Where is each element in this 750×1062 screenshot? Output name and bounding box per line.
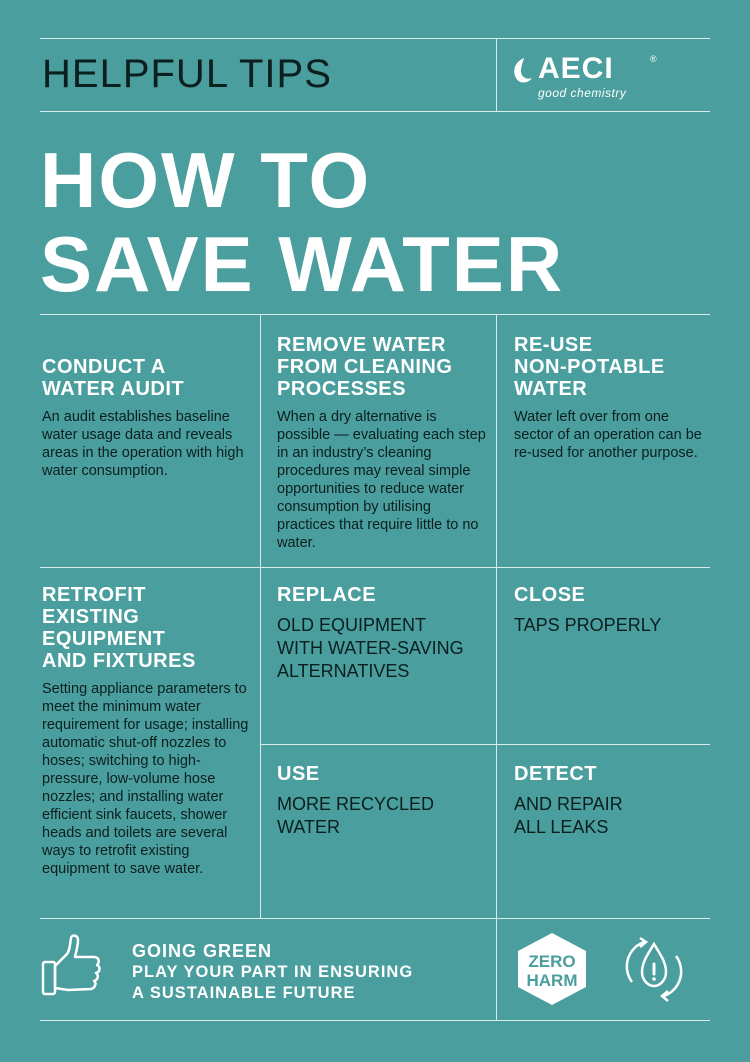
heading-line: PROCESSES	[277, 378, 406, 400]
tip-body: Setting appliance parameters to meet the minimum water requirement for usage; installing automatic shut-off nozzles to hoses; switching to high-pressure, low-volume hose nozzles; and installing water efficient sink faucets, shower heads and toilets are several ways to retrofit existing equipment to save water.	[42, 681, 249, 877]
body-line: WATER	[277, 817, 340, 837]
tip-heading: USE	[277, 763, 320, 785]
tip-body: An audit establishes baseline water usage data and reveals areas in the operation with high water consumption.	[42, 409, 244, 479]
tip-retrofit	[42, 584, 254, 878]
water-cycle-icon	[614, 930, 694, 1008]
header-tag: HELPFUL TIPS	[42, 52, 332, 96]
logo-tagline: good chemistry	[538, 86, 627, 100]
tip-replace	[277, 584, 489, 683]
tip-heading	[42, 356, 254, 400]
tip-heading: DETECT	[514, 763, 597, 785]
tip-heading: REPLACE	[277, 584, 377, 606]
logo-registered-mark: ®	[650, 54, 657, 64]
heading-line: FROM CLEANING	[277, 356, 453, 378]
tip-body	[514, 793, 704, 839]
page-title	[40, 138, 564, 306]
body-line: WITH WATER-SAVING	[277, 638, 464, 658]
tip-body: Water left over from one sector of an operation can be re-used for another purpose.	[514, 409, 702, 461]
tip-heading: CLOSE	[514, 584, 586, 606]
title-line-1: HOW TO	[40, 136, 372, 224]
tip-heading	[42, 584, 254, 672]
tip-water-audit	[42, 356, 254, 480]
rule-grid-top	[40, 314, 710, 315]
footer-line-1: PLAY YOUR PART IN ENSURING	[132, 963, 414, 981]
heading-line: RE-USE	[514, 334, 593, 356]
tip-heading	[277, 334, 489, 400]
body-line: TAPS PROPERLY	[514, 615, 662, 635]
rule-col-1	[260, 314, 261, 918]
tip-remove-water	[277, 334, 489, 552]
body-line: MORE RECYCLED	[277, 794, 435, 814]
rule-footer-bottom	[40, 1020, 710, 1021]
heading-line: CONDUCT A	[42, 356, 166, 378]
body-line: AND REPAIR	[514, 794, 623, 814]
rule-grid-mid	[40, 567, 710, 568]
footer-message	[132, 940, 413, 1004]
thumbs-up-icon	[40, 932, 104, 998]
tip-heading	[514, 334, 704, 400]
tip-use	[277, 763, 489, 839]
body-line: ALTERNATIVES	[277, 661, 410, 681]
heading-line: NON-POTABLE	[514, 356, 665, 378]
aeci-logo	[510, 52, 660, 102]
footer-line-2: A SUSTAINABLE FUTURE	[132, 984, 356, 1002]
heading-line: REMOVE WATER	[277, 334, 446, 356]
title-line-2: SAVE WATER	[40, 220, 565, 308]
tip-body	[277, 793, 489, 839]
body-line: ALL LEAKS	[514, 817, 609, 837]
heading-line: EQUIPMENT	[42, 628, 166, 650]
tip-body	[514, 614, 704, 637]
rule-header-divider	[496, 38, 497, 112]
heading-line: RETROFIT	[42, 584, 146, 606]
badge-line-2: HARM	[526, 971, 578, 990]
heading-line: WATER AUDIT	[42, 378, 185, 400]
tip-reuse-water	[514, 334, 704, 462]
tip-detect	[514, 763, 704, 839]
body-line: OLD EQUIPMENT	[277, 615, 427, 635]
zero-harm-badge	[512, 930, 592, 1008]
logo-wordmark: AECI	[538, 52, 614, 85]
tip-body	[277, 614, 489, 683]
rule-header-bottom	[40, 111, 710, 112]
footer-title: GOING GREEN	[132, 941, 273, 961]
rule-top	[40, 38, 710, 39]
rule-grid-bottom	[40, 918, 710, 919]
tip-body: When a dry alternative is possible — evaluating each step in an industry’s cleaning procedures may reveal simple opportunities to reduce water consumption by utilising practices that require little to no water.	[277, 409, 486, 551]
heading-line: WATER	[514, 378, 588, 400]
tip-close	[514, 584, 704, 637]
heading-line: AND FIXTURES	[42, 650, 196, 672]
rule-grid-split	[260, 744, 710, 745]
rule-col-2	[496, 314, 497, 1020]
heading-line: EXISTING	[42, 606, 140, 628]
logo-mark-icon	[510, 56, 536, 86]
badge-line-1: ZERO	[528, 952, 576, 971]
